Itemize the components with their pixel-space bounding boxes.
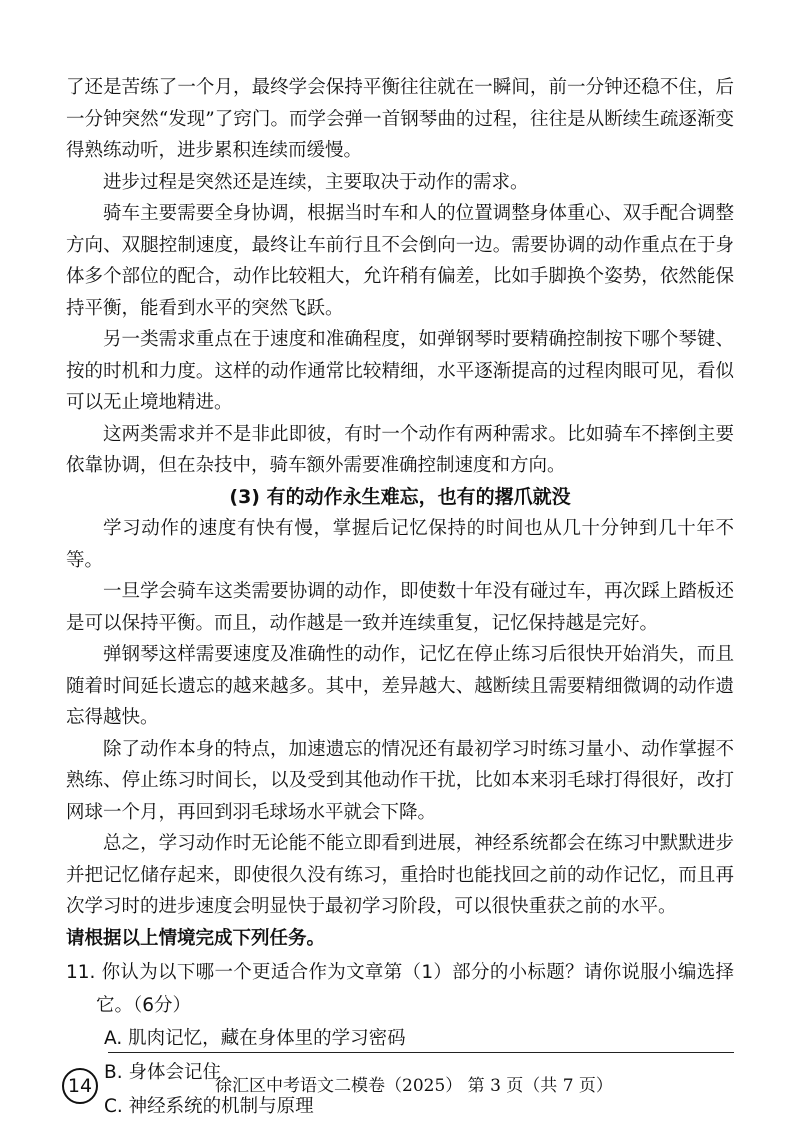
paragraph: 进步过程是突然还是连续，主要取决于动作的需求。 bbox=[103, 171, 529, 193]
option-b: B. 身体会记住 bbox=[104, 1062, 221, 1083]
question-stem: 11. 你认为以下哪一个更适合作为文章第（1）部分的小标题？请你说服小编选择它。（6分） bbox=[66, 962, 734, 1016]
paragraph: 除了动作本身的特点，加速遗忘的情况还有最初学习时练习量小、动作掌握不熟练、停止练习时间长，以及受到其他动作干扰，比如本来羽毛球打得很好，改打网球一个月，再回到羽毛球场水平就会下降。 bbox=[66, 738, 734, 823]
paragraph: 了还是苦练了一个月，最终学会保持平衡往往就在一瞬间，前一分钟还稳不住，后一分钟突然“发现”了窍门。而学会弹一首钢琴曲的过程，往往是从断续生疏逐渐变得熟练动听，进步累积连续而缓慢。 bbox=[66, 77, 734, 161]
paragraph: 一旦学会骑车这类需要协调的动作，即使数十年没有碰过车，再次踩上踏板还是可以保持平衡。而且，动作越是一致并连续重复，记忆保持越是完好。 bbox=[66, 581, 734, 634]
section-title: (3) 有的动作永生难忘，也有的撂爪就没 bbox=[229, 485, 571, 508]
paragraph: 这两类需求并不是非此即彼，有时一个动作有两种需求。比如骑车不摔倒主要依靠协调，但在杂技中，骑车额外需要准确控制速度和方向。 bbox=[66, 423, 734, 476]
option-c: C. 神经系统的机制与原理 bbox=[104, 1096, 314, 1117]
paragraph: 弹钢琴这样需要速度及准确性的动作，记忆在停止练习后很快开始消失，而且随着时间延长遗忘的越来越多。其中，差异越大、越断续且需要精细微调的动作遗忘得越快。 bbox=[66, 644, 734, 728]
passage-body bbox=[66, 72, 734, 1124]
footer-divider bbox=[108, 1052, 734, 1053]
page-badge-number: 14 bbox=[67, 1075, 93, 1097]
paragraph: 总之，学习动作时无论能不能立即看到进展，神经系统都会在练习中默默进步并把记忆储存起来，即使很久没有练习，重拾时也能找回之前的动作记忆，而且再次学习时的进步速度会明显快于最初学习阶段，可以很快重获之前的水平。 bbox=[66, 833, 734, 917]
option-a: A. 肌肉记忆，藏在身体里的学习密码 bbox=[104, 1028, 406, 1049]
paragraph: 学习动作的速度有快有慢，掌握后记忆保持的时间也从几十分钟到几十年不等。 bbox=[66, 518, 734, 571]
question-block bbox=[66, 956, 734, 1124]
page-number-badge bbox=[62, 1068, 98, 1104]
paragraph: 骑车主要需要全身协调，根据当时车和人的位置调整身体重心、双手配合调整方向、双腿控制速度，最终让车前行且不会倒向一边。需要协调的动作重点在于身体多个部位的配合，动作比较粗大，允许稍有偏差，比如手脚换个姿势，依然能保持平衡，能看到水平的突然飞跃。 bbox=[66, 203, 734, 319]
task-heading: 请根据以上情境完成下列任务。 bbox=[66, 927, 326, 949]
paragraph: 另一类需求重点在于速度和准确程度，如弹钢琴时要精确控制按下哪个琴键、按的时机和力度。这样的动作通常比较精细，水平逐渐提高的过程肉眼可见，看似可以无止境地精进。 bbox=[66, 329, 734, 413]
page-footer: 徐汇区中考语文二模卷（2025） 第 3 页（共 7 页） bbox=[215, 1076, 613, 1096]
